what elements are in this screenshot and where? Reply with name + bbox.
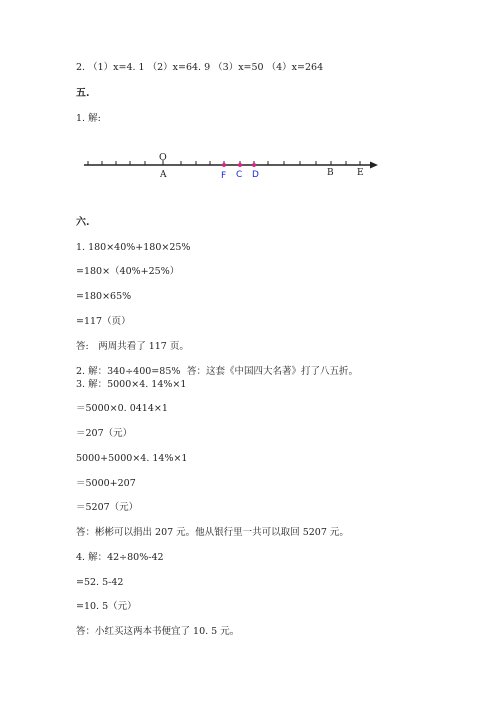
q4-line2: =52. 5-42 bbox=[76, 577, 124, 588]
point-marker-D bbox=[252, 163, 256, 167]
label-F: F bbox=[221, 171, 227, 180]
q4-line1: 4. 解：42÷80%-42 bbox=[76, 552, 164, 563]
q2-line1: 2. 解：340÷400=85% bbox=[76, 366, 181, 377]
q1-line1: 1. 180×40%+180×25% bbox=[76, 242, 191, 253]
q3-line6: ＝5207（元） bbox=[76, 502, 139, 513]
q1-line4: =117（页） bbox=[76, 316, 131, 327]
q3-line5: ＝5000+207 bbox=[76, 478, 136, 489]
q3-line3: ＝207（元） bbox=[76, 428, 133, 439]
label-E: E bbox=[357, 168, 364, 178]
q3-answer: 答：彬彬可以捐出 207 元。他从银行里一共可以取回 5207 元。 bbox=[76, 527, 349, 538]
sec4-answer-line: 2. （1）x=4. 1 （2）x=64. 9 （3）x=50 （4）x=264 bbox=[76, 62, 324, 73]
q2-answer: 答：这套《中国四大名著》打了八五折。 bbox=[187, 366, 359, 377]
sec5-item1: 1. 解: bbox=[76, 113, 101, 124]
section-5-heading: 五. bbox=[76, 88, 90, 99]
label-O: O bbox=[159, 152, 167, 163]
number-line-arrowhead bbox=[370, 162, 378, 169]
label-B: B bbox=[327, 168, 334, 178]
point-marker-F bbox=[222, 163, 226, 167]
point-marker-C bbox=[238, 163, 242, 167]
section-6-heading: 六. bbox=[76, 217, 90, 228]
q3-line1: 3. 解：5000×4. 14%×1 bbox=[76, 379, 187, 390]
label-D: D bbox=[252, 170, 259, 180]
q4-line3: =10. 5（元） bbox=[76, 601, 137, 612]
q4-answer: 答：小红买这两本书便宜了 10. 5 元。 bbox=[76, 626, 240, 637]
label-A: A bbox=[160, 170, 167, 180]
q1-answer: 答: 两周共看了 117 页。 bbox=[76, 341, 189, 352]
number-line-diagram bbox=[78, 148, 383, 180]
q3-line4: 5000+5000×4. 14%×1 bbox=[76, 453, 188, 464]
q2-line bbox=[76, 366, 359, 378]
q1-line2: =180×（40%+25%） bbox=[76, 266, 180, 277]
label-C: C bbox=[236, 170, 243, 180]
q1-line3: =180×65% bbox=[76, 291, 132, 302]
q3-line2: ＝5000×0. 0414×1 bbox=[76, 403, 168, 414]
